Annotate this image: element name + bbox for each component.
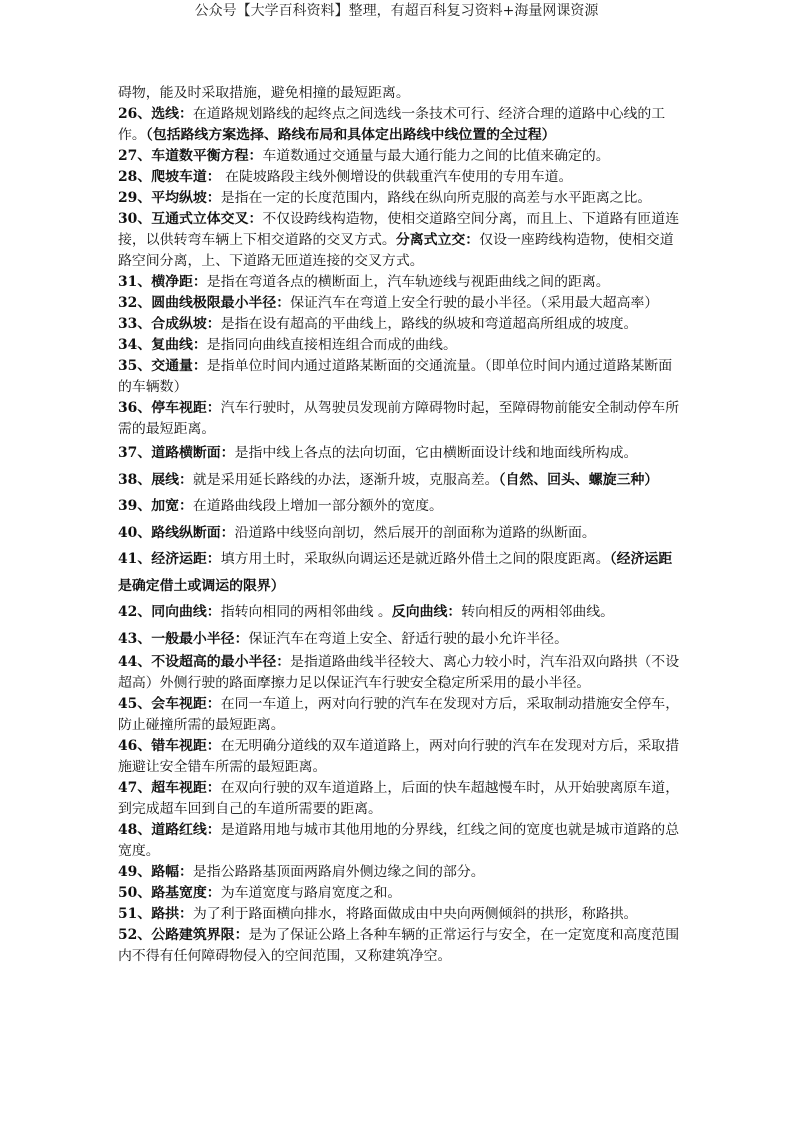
- definition-text: 是道路用地与城市其他用地的分界线，红线之间的宽度也就是城市道路的总宽度。: [118, 822, 680, 859]
- definition-item: [118, 440, 680, 467]
- definition-item: [118, 520, 680, 547]
- term-bold-text: 34、复曲线：: [118, 337, 207, 353]
- definition-text: 仅设一座跨线构造物，使相交道路空间分离，上、下道路无匝道连接的交叉方式。: [118, 232, 674, 269]
- definition-item: [118, 146, 680, 167]
- definition-item: [118, 335, 680, 356]
- term-bold-text: 31、横净距：: [118, 274, 207, 290]
- term-bold-text: 39、加宽：: [118, 498, 193, 514]
- term-bold-text: 38、展线：: [118, 471, 193, 488]
- definition-item: [118, 599, 680, 626]
- definition-item: [118, 694, 680, 736]
- term-bold-text: 49、路幅：: [118, 864, 193, 880]
- definition-text: 是指单位时间内通过道路某断面的交通流量。（即单位时间内通过道路某断面的车辆数）: [118, 358, 673, 395]
- term-bold-text: 26、选线：: [118, 106, 193, 122]
- term-bold-text: 46、错车视距：: [118, 738, 221, 754]
- definition-text: 在道路曲线段上增加一部分额外的宽度。: [192, 498, 443, 514]
- term-bold-text: 27、车道数平衡方程：: [118, 148, 263, 164]
- definition-item: [118, 626, 680, 653]
- definition-item: [118, 314, 680, 335]
- term-bold-text: 33、合成纵坡：: [118, 316, 221, 332]
- term-bold-text: 反向曲线：: [391, 604, 462, 620]
- definition-text: 为了利于路面横向排水，将路面做成由中央向两侧倾斜的拱形，称路拱。: [192, 906, 638, 922]
- definition-text: 在无明确分道线的双车道道路上，两对向行驶的汽车在发现对方后，采取措施避让安全错车所需的最短距离。: [118, 738, 680, 775]
- term-bold-text: 36、停车视距：: [118, 400, 221, 416]
- definition-item: [118, 167, 680, 188]
- definition-item: [118, 356, 680, 398]
- definition-text: 碍物，能及时采取措施，避免相撞的最短距离。: [118, 85, 410, 101]
- term-bold-text: （自然、回头、螺旋三种）: [498, 471, 659, 488]
- term-bold-text: 37、道路横断面：: [118, 445, 235, 461]
- definition-text: 在双向行驶的双车道道路上，后面的快车超越慢车时，从开始驶离原车道，到完成超车回到自己的车道所需要的距离。: [118, 780, 680, 817]
- definition-item: [118, 546, 680, 599]
- definition-text: 是指道路曲线半径较大、离心力较小时，汽车沿双向路拱（不设超高）外侧行驶的路面摩擦力足以保证汽车行驶安全稳定所采用的最小半径。: [118, 654, 680, 691]
- definition-text: 在道路规划路线的起终点之间选线一条技术可行、经济合理的道路中心线的工作。: [118, 106, 666, 143]
- definition-text: 不仅设跨线构造物，使相交道路空间分离，而且上、下道路有匝道连接，以供转弯车辆上下相交道路的交叉方式。: [118, 211, 680, 248]
- term-bold-text: 52、公路建筑界限：: [118, 927, 249, 943]
- term-bold-text: 44、不设超高的最小半径：: [118, 654, 291, 670]
- term-bold-text: （包括路线方案选择、路线布局和具体定出路线中线位置的全过程）: [145, 127, 556, 143]
- definition-item: [118, 398, 680, 440]
- term-bold-text: 48、道路红线：: [118, 822, 221, 838]
- definition-text: 就是采用延长路线的办法，逐渐升坡，克服高差。: [192, 471, 499, 488]
- definition-text: 是指在弯道各点的横断面上，汽车轨迹线与视距曲线之间的距离。: [206, 274, 610, 290]
- term-bold-text: 30、互通式立体交叉：: [118, 211, 263, 227]
- definition-item: [118, 467, 680, 494]
- term-bold-text: （经济运距是确定借土或调运的限界）: [118, 551, 673, 594]
- definition-text: 车道数通过交通量与最大通行能力之间的比值来确定的。: [262, 148, 610, 164]
- definition-item: [118, 209, 680, 272]
- definition-item: [118, 104, 680, 146]
- definition-text: 在同一车道上，两对向行驶的汽车在发现对方后，采取制动措施安全停车，防止碰撞所需的最短距离。: [118, 696, 680, 733]
- definition-item: [118, 736, 680, 778]
- term-bold-text: 47、超车视距：: [118, 780, 221, 796]
- definition-item: [118, 883, 680, 904]
- term-bold-text: 28、爬坡车道：: [118, 169, 221, 185]
- definition-item: [118, 904, 680, 925]
- page-header-watermark: 公众号【大学百科资料】整理，有超百科复习资料+海量网课资源: [194, 3, 599, 19]
- definition-item: [118, 188, 680, 209]
- definition-item: [118, 272, 680, 293]
- definition-item: [118, 293, 680, 314]
- definition-item: [118, 925, 680, 967]
- definition-item: [118, 652, 680, 694]
- definition-text: 为车道宽度与路肩宽度之和。: [220, 885, 402, 901]
- term-bold-text: 51、路拱：: [118, 906, 193, 922]
- term-bold-text: 41、经济运距：: [118, 551, 221, 567]
- term-bold-text: 29、平均纵坡：: [118, 190, 221, 206]
- definition-text: 保证汽车在弯道上安全行驶的最小半径。（采用最大超高率）: [290, 295, 659, 311]
- definition-text: 是指在设有超高的平曲线上，路线的纵坡和弯道超高所组成的坡度。: [220, 316, 638, 332]
- term-bold-text: 50、路基宽度：: [118, 885, 221, 901]
- definition-text: 填方用土时，采取纵向调运还是就近路外借土之间的限度距离。: [220, 551, 610, 567]
- term-bold-text: 35、交通量：: [118, 358, 207, 374]
- definition-text: 是指同向曲线直接相连组合而成的曲线。: [206, 337, 457, 353]
- definition-item: [118, 820, 680, 862]
- definition-text: 沿道路中线竖向剖切，然后展开的剖面称为道路的纵断面。: [234, 524, 596, 541]
- document-body: [118, 83, 680, 967]
- definition-text: 是指中线上各点的法向切面，它由横断面设计线和地面线所构成。: [234, 445, 638, 461]
- definition-text: 在陡坡路段主线外侧增设的供载重汽车使用的专用车道。: [220, 169, 573, 185]
- term-bold-text: 45、会车视距：: [118, 696, 221, 712]
- definition-text: 是指在一定的长度范围内，路线在纵向所克服的高差与水平距离之比。: [220, 190, 652, 206]
- term-bold-text: 40、路线纵断面：: [118, 524, 235, 541]
- term-bold-text: 43、一般最小半径：: [118, 630, 249, 647]
- definition-text: 指转向相同的两相邻曲线 。: [220, 604, 392, 620]
- definition-text: 保证汽车在弯道上安全、舒适行驶的最小允许半径。: [248, 630, 568, 647]
- definition-text: 是指公路路基顶面两路肩外侧边缘之间的部分。: [192, 864, 485, 880]
- definition-item: [118, 778, 680, 820]
- term-bold-text: 42、同向曲线：: [118, 604, 221, 620]
- term-bold-text: 32、圆曲线极限最小半径：: [118, 295, 291, 311]
- definition-item: [118, 493, 680, 520]
- term-bold-text: 分离式立交：: [395, 232, 480, 248]
- definition-item: [118, 862, 680, 883]
- definition-item: [118, 83, 680, 104]
- definition-text: 是为了保证公路上各种车辆的正常运行与安全，在一定宽度和高度范围内不得有任何障碍物侵入的空间范围，又称建筑净空。: [118, 927, 680, 964]
- definition-text: 转向相反的两相邻曲线。: [461, 604, 615, 620]
- definition-text: 汽车行驶时，从驾驶员发现前方障碍物时起，至障碍物前能安全制动停车所需的最短距离。: [118, 400, 680, 437]
